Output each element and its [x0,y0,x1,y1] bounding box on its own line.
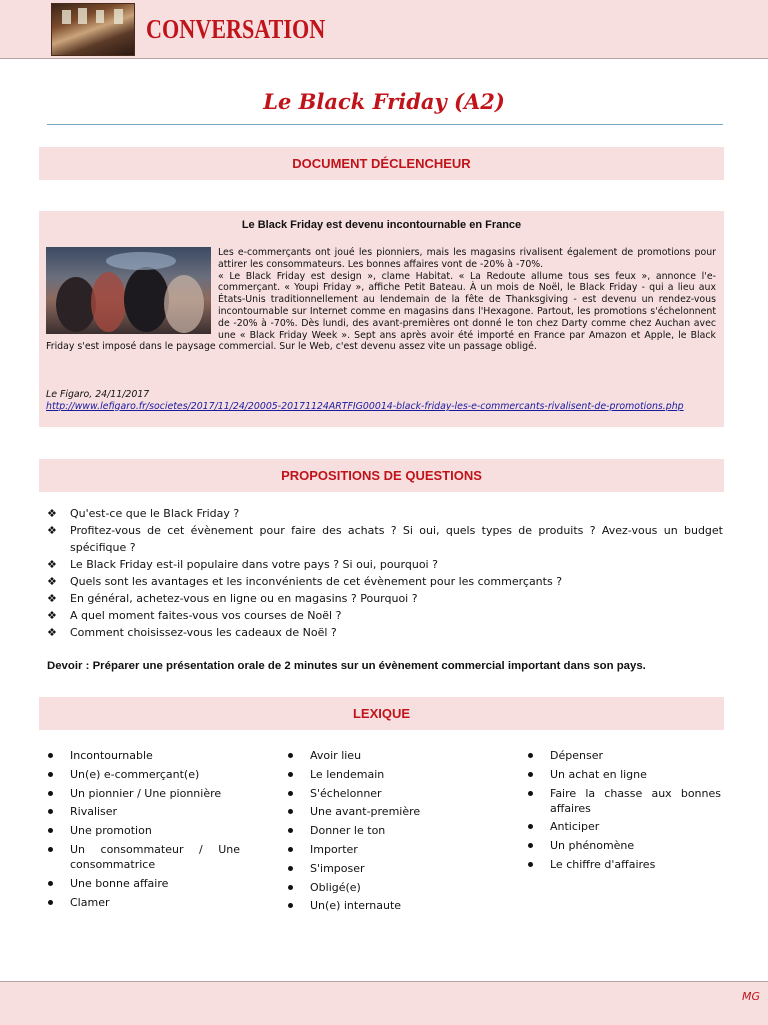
bullet-dot-icon [48,791,53,796]
lexique-item: Avoir lieu [287,748,487,763]
bullet-dot-icon [48,847,53,852]
lexique-item: Incontournable [47,748,240,763]
lexique-item: Rivaliser [47,804,240,819]
lexique-column-3 [527,748,721,876]
article-paragraph-2: « Le Black Friday est design », clame Habitat. « La Redoute allume tous ses feux », annonce l'e-commerçant. « Youpi Friday », affiche Petit Bateau. À un mois de Noël, le Black Friday - qui a lieu aux États-Unis traditionnellement au lendemain de la fête de Thanksgiving - est devenu un rendez-vous incontournable sur Internet comme en magasins dans l'Hexagone. Partout, les promotions s'échelonnent de -20% à -70%. Dès lundi, des avant-premières ont donné le ton chez Darty comme chez Auchan avec une « Black Friday Week ». Sept ans après avoir été importé en France par Amazon et Apple, le Black Friday s'est imposé dans le paysage commercial. Sur le Web, c'est devenu assez vite un passage obligé. [46,270,716,353]
section-heading-questions: PROPOSITIONS DE QUESTIONS [39,459,724,492]
lexique-column-1 [47,748,240,913]
bullet-dot-icon [288,866,293,871]
bullet-dot-icon [48,772,53,777]
diamond-bullet-icon: ❖ [47,626,57,639]
lexique-item: Une promotion [47,823,240,838]
diamond-bullet-icon: ❖ [47,558,57,571]
section-heading-lexique: LEXIQUE [39,697,724,730]
article-source [46,389,716,413]
bullet-dot-icon [288,791,293,796]
question-item: ❖ En général, achetez-vous en ligne ou en magasins ? Pourquoi ? [47,592,418,605]
section-heading-declencheur: DOCUMENT DÉCLENCHEUR [39,147,724,180]
author-initials: MG [741,990,760,1003]
lexique-item: Le lendemain [287,767,487,782]
bullet-dot-icon [288,903,293,908]
diamond-bullet-icon: ❖ [47,524,57,537]
question-item: ❖ Comment choisissez-vous les cadeaux de Noël ? [47,626,337,639]
lexique-item: Un(e) internaute [287,898,487,913]
diamond-bullet-icon: ❖ [47,507,57,520]
title-divider [47,124,723,125]
lexique-item: Un pionnier / Une pionnière [47,786,240,801]
lexique-item: Un phénomène [527,838,721,853]
lexique-item: Un achat en ligne [527,767,721,782]
question-item: ❖ A quel moment faites-vous vos courses de Noël ? [47,609,342,622]
bullet-dot-icon [528,824,533,829]
lexique-item: Un(e) e-commerçant(e) [47,767,240,782]
bullet-dot-icon [48,828,53,833]
source-name: Le Figaro, 24/11/2017 [46,389,150,400]
article-body [46,247,716,353]
bullet-dot-icon [528,753,533,758]
page-header [0,0,768,59]
bullet-dot-icon [528,791,533,796]
lexique-item: Une bonne affaire [47,876,240,891]
bullet-dot-icon [528,862,533,867]
bullet-dot-icon [288,809,293,814]
homework-note: Devoir : Préparer une présentation orale de 2 minutes sur un évènement commercial important dans son pays. [47,660,646,672]
lexique-item: Donner le ton [287,823,487,838]
question-item: ❖ Quels sont les avantages et les inconvénients de cet évènement pour les commerçants ? [47,575,563,588]
header-title: CONVERSATION [146,14,326,44]
lexique-item: S'échelonner [287,786,487,801]
page-footer [0,981,768,1025]
article-paragraph-1: Les e-commerçants ont joué les pionniers, mais les magasins rivalisent également de promotions pour attirer les consommateurs. Les bonnes affaires vont de -20% à -70%. [218,247,716,270]
lexique-item: Dépenser [527,748,721,763]
bullet-dot-icon [528,843,533,848]
lexique-item: Anticiper [527,819,721,834]
bullet-dot-icon [48,900,53,905]
source-link[interactable]: http://www.lefigaro.fr/societes/2017/11/24/20005-20171124ARTFIG00014-black-friday-les-e-commercants-rivalisent-de-promotions.php [46,400,684,412]
article-heading: Le Black Friday est devenu incontournable en France [241,219,522,231]
lexique-item: Le chiffre d'affaires [527,857,721,872]
lexique-item: Clamer [47,895,240,910]
lexique-item: Faire la chasse aux bonnes affaires [527,786,721,816]
question-item: ❖ Qu'est-ce que le Black Friday ? [47,507,240,520]
bullet-dot-icon [288,847,293,852]
question-item: ❖ Le Black Friday est-il populaire dans votre pays ? Si oui, pourquoi ? [47,558,438,571]
bullet-dot-icon [288,828,293,833]
questions-list [47,505,723,641]
bullet-dot-icon [48,881,53,886]
photo-spacer [46,247,218,333]
bullet-dot-icon [528,772,533,777]
lexique-item: S'imposer [287,861,487,876]
question-item: ❖ Profitez-vous de cet évènement pour faire des achats ? Si oui, quels types de produits ? Avez-vous un budget spécifique ? [47,524,723,554]
lexique-item: Importer [287,842,487,857]
bullet-dot-icon [288,885,293,890]
header-photo [51,3,135,56]
bullet-dot-icon [288,753,293,758]
diamond-bullet-icon: ❖ [47,609,57,622]
page-body [0,59,768,981]
diamond-bullet-icon: ❖ [47,575,57,588]
diamond-bullet-icon: ❖ [47,592,57,605]
bullet-dot-icon [48,809,53,814]
lexique-item: Un consommateur / Une consommatrice [47,842,240,872]
lexique-item: Obligé(e) [287,880,487,895]
article-box [39,211,724,427]
bullet-dot-icon [48,753,53,758]
document-title: Le Black Friday (A2) [263,89,505,114]
lexique-item: Une avant-première [287,804,487,819]
bullet-dot-icon [288,772,293,777]
lexique-column-2 [287,748,487,917]
